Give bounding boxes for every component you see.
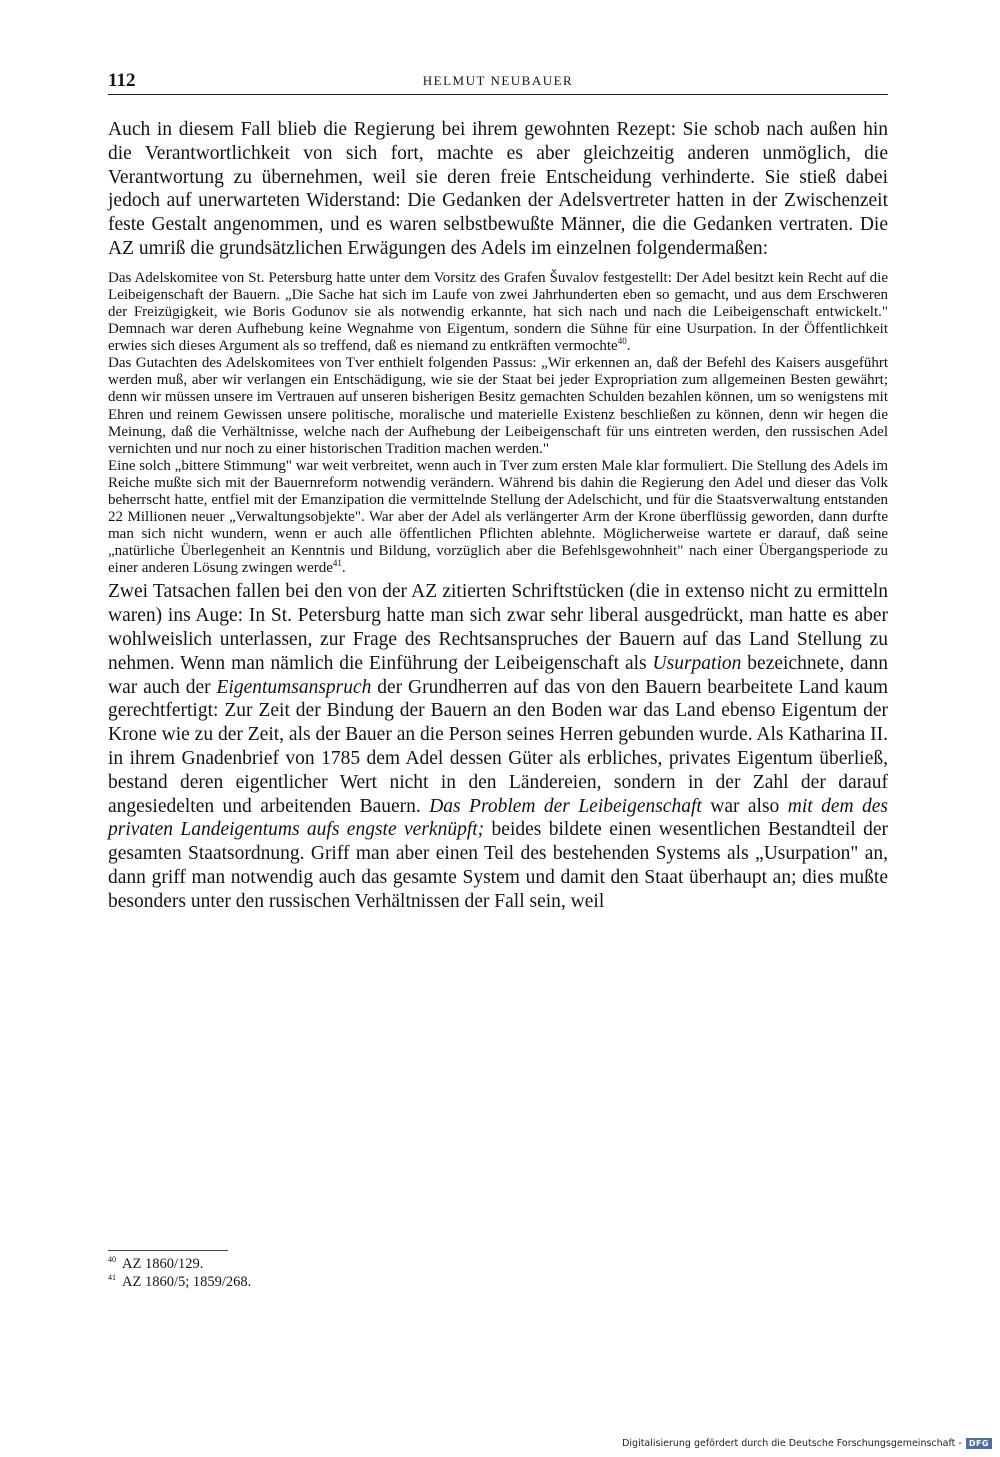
block-quote-2 xyxy=(108,355,888,458)
paragraph-2-text-4: war also xyxy=(701,795,788,817)
block-quote-1 xyxy=(108,270,888,355)
footnote-text: AZ 1860/129. xyxy=(122,1256,204,1272)
footnote-text: AZ 1860/5; 1859/268. xyxy=(122,1274,252,1290)
running-header xyxy=(108,70,888,92)
header-rule xyxy=(108,94,888,95)
footnote-rule xyxy=(108,1250,228,1251)
block-quote-3 xyxy=(108,458,888,578)
footnote-ref-40[interactable]: 40 xyxy=(617,336,627,347)
footnote-40 xyxy=(108,1255,708,1273)
emphasis-usurpation: Usurpation xyxy=(652,652,742,674)
footnote-ref-41[interactable]: 41 xyxy=(332,558,342,569)
paragraph-2-text-1: Zwei Tatsachen fallen bei den von der AZ zitierten Schriftstücken (die in extenso nicht zu ermitteln waren) ins Auge: In St. Petersburg hatte man sich zwar sehr liberal ausgedrückt, man hatte es aber wohlweislich unterlassen, zur Frage des Rechtsanspruches der Bauern auf das Land Stellung zu nehmen. Wenn man nämlich die Einführung der Leibeigenschaft als xyxy=(108,581,888,674)
emphasis-landeigentum: mit dem des privaten Landeigentums aufs engste verknüpft; xyxy=(108,795,888,841)
paragraph-2-text-5: beides bildete einen wesentlichen Bestandteil der gesamten Staatsordnung. Griff man aber einen Teil des bestehenden Systems als „Usurpation" an, dann griff man notwendig auch das gesamte System und damit den Staat überhaupt an; dies mußte besonders unter den russischen Verhältnissen der Fall sein, weil xyxy=(108,819,889,912)
footnotes xyxy=(108,1255,708,1291)
footnote-number: 41 xyxy=(108,1273,116,1283)
footer-text: Digitalisierung gefördert durch die Deutsche Forschungsgemeinschaft - xyxy=(622,1438,962,1449)
running-head-author: HELMUT NEUBAUER xyxy=(422,73,574,88)
footnote-41 xyxy=(108,1273,708,1291)
paragraph-1 xyxy=(108,118,888,261)
footnote-number: 40 xyxy=(108,1255,116,1265)
paragraph-2-text-2: bezeichnete, dann war auch der xyxy=(108,652,889,698)
block-quote-1-text: Das Adelskomitee von St. Petersburg hatte unter dem Vorsitz des Grafen Šuvalov festgestellt: Der Adel besitzt kein Recht auf die Leibeigenschaft der Bauern. „Die Sache hat sich im Laufe von zwei Jahrhunderten eben so gemacht, und aus dem Erschweren der Freizügigkeit, wie Boris Godunov sie als notwendig erkannte, hat sich nach und nach die Leibeigenschaft entwickelt." Demnach war deren Aufhebung keine Wegnahme von Eigentum, sondern die Sühne für eine Usurpation. In der Öffentlichkeit erwies sich dieses Argument als so treffend, daß es niemand zu entkräften vermochte xyxy=(108,269,888,355)
emphasis-problem-leibeigenschaft: Das Problem der Leibeigenschaft xyxy=(429,795,702,817)
paragraph-2-text-3: der Grundherren auf das von den Bauern bearbeitete Land kaum gerechtfertigt: Zur Zeit der Bindung der Bauern an den Boden war das Land ebenso Eigentum der Krone wie zu der Zeit, als der Bauer an die Person seines Herren gebunden wurde. Als Katharina II. in ihrem Gnadenbrief von 1785 dem Adel dessen Güter als erbliches, privates Eigentum überließ, bestand deren eigentlicher Wert nicht in den Ländereien, sondern in der Zahl der darauf angesiedelten und arbeitenden Bauern. xyxy=(108,676,888,817)
paragraph-2 xyxy=(108,580,888,913)
paragraph-1-text: Auch in diesem Fall blieb die Regierung bei ihrem gewohnten Rezept: Sie schob nach außen hin die Verantwortlichkeit von sich fort, machte es aber gleichzeitig anderen unmöglich, die Verantwortung zu übernehmen, weil sie deren freie Entscheidung verhinderte. Sie stieß dabei jedoch auf unerwarteten Widerstand: Die Gedanken der Adelsvertreter hatten in der Zwischenzeit feste Gestalt angenommen, und es waren selbstbewußte Männer, die die Gedanken vertraten. Die AZ umriß die grundsätzlichen Erwägungen des Adels im einzelnen folgendermaßen: xyxy=(108,119,888,259)
block-quote-2-text: Das Gutachten des Adelskomitees von Tver enthielt folgenden Passus: „Wir erkennen an, daß der Befehl des Kaisers ausgeführt werden muß, aber wir verlangen ein Entschädigung, wie sie der Staat bei jeder Expropriation zum allgemeinen Besten gewährt; denn wir müssen unsere im Vertrauen auf unseren bisherigen Besitz gemachten Schulden bezahlen können, um so wenigstens mit Ehren und reinem Gewissen unsere politische, moralische und materielle Existenz beschließen zu können, denn wir hegen die Meinung, daß die Verhältnisse, welche nach der Aufhebung der Leibeigenschaft für uns eintreten werden, den russischen Adel vernichten und nur noch zu einer historischen Tradition machen werden." xyxy=(108,355,888,457)
emphasis-eigentumsanspruch: Eigentumsanspruch xyxy=(216,676,372,698)
digitization-footer xyxy=(622,1438,992,1449)
block-quote-1-end: . xyxy=(626,338,631,355)
main-text xyxy=(108,118,888,1253)
block-quote-3-text: Eine solch „bittere Stimmung" war weit verbreitet, wenn auch in Tver zum ersten Male klar formuliert. Die Stellung des Adels im Reiche mußte sich mit der Bauernreform notwendig verändern. Während bis dahin die Regierung den Adel und dieser das Volk beherrscht hatte, entfiel mit der Emanzipation die vermittelnde Stellung der Adelschicht, und für die Staatsverwaltung entstanden 22 Millionen neuer „Verwaltungsobjekte". War aber der Adel als verlängerter Arm der Krone überflüssig geworden, dann durfte man sich nicht wundern, wenn er auch alle öffentlichen Pflichten ablehnte. Möglicherweise wartete er darauf, daß seine „natürliche Überlegenheit an Kenntnis und Bildung, vorzüglich aber die Befehlsgewohnheit" nach einer Übergangsperiode zu einer anderen Lösung zwingen werde xyxy=(108,457,888,577)
block-quote-3-end: . xyxy=(341,560,346,577)
dfg-logo: DFG xyxy=(966,1438,992,1449)
page-number: 112 xyxy=(108,70,136,91)
